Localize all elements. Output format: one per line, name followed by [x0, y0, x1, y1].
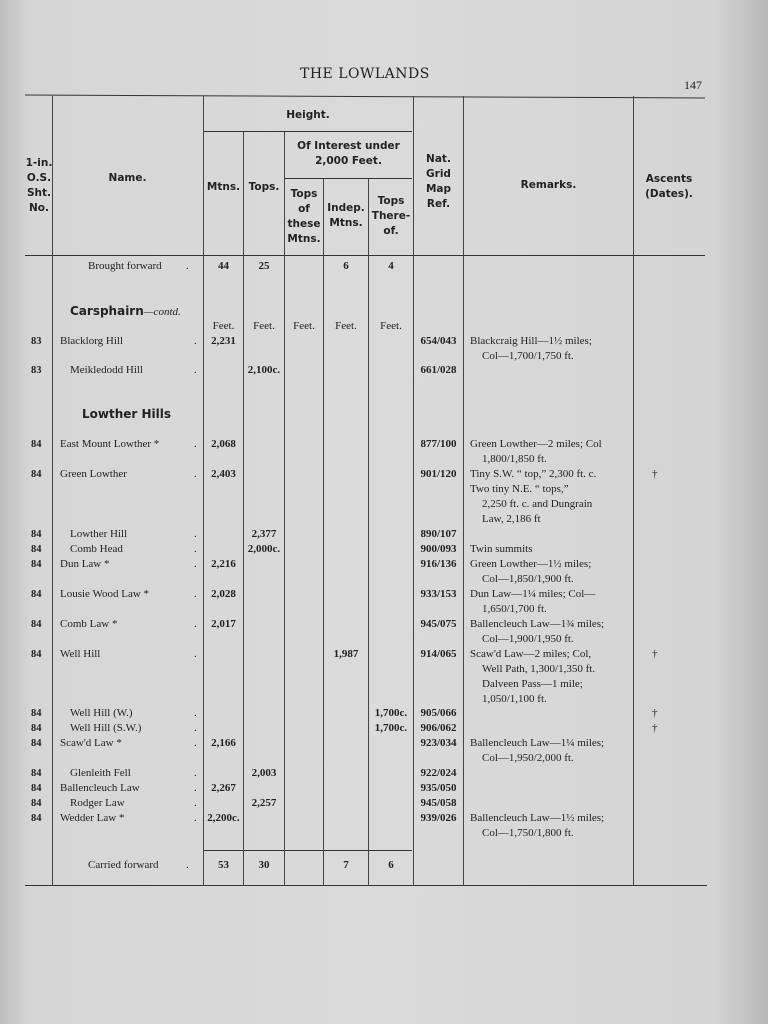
leader-dots: .	[194, 737, 197, 749]
header-line: these	[287, 218, 321, 230]
remarks-line: Green Lowther—1½ miles;	[470, 558, 592, 570]
remarks-line: Blackcraig Hill—1½ miles;	[470, 335, 592, 347]
grid-ref: 939/026	[420, 812, 457, 824]
units-label: Feet.	[335, 320, 357, 332]
hill-name: Blacklorg Hill	[60, 335, 124, 347]
header-grid-ref	[414, 152, 463, 212]
header-ascents	[634, 172, 704, 202]
height-mtns: 2,403	[211, 468, 236, 480]
grid-ref: 923/034	[420, 737, 457, 749]
header-line: Map	[425, 183, 452, 195]
section-suffix: —contd.	[143, 306, 181, 318]
grid-ref: 935/050	[420, 782, 457, 794]
height-tops: 2,003	[251, 767, 277, 779]
remarks-line: Ballencleuch Law—1¼ miles;	[470, 737, 605, 749]
header-line: Ref.	[426, 198, 451, 210]
brought_forward-mtns: 44	[218, 260, 229, 272]
sheet-number: 84	[31, 469, 42, 480]
brought_forward-label: Brought forward	[88, 260, 162, 272]
leader-dots: .	[194, 543, 197, 555]
sheet-number: 84	[31, 768, 42, 779]
leader-dots: .	[194, 648, 197, 660]
grid-ref: 890/107	[420, 528, 457, 540]
header-line: Mtns.	[329, 217, 363, 229]
units-label: Feet.	[212, 320, 235, 332]
brought_forward-indep: 6	[343, 260, 349, 272]
height-tops: 2,377	[251, 528, 277, 540]
hill-name: Well Hill	[60, 648, 101, 660]
sheet-number: 84	[31, 439, 42, 450]
sheet-number: 84	[31, 649, 42, 660]
remarks-line: Col—1,900/1,950 ft.	[482, 633, 574, 645]
leader-dots: .	[194, 618, 197, 630]
remarks	[470, 557, 628, 587]
remarks-line: 1,050/1,100 ft.	[482, 693, 547, 705]
column-divider	[633, 96, 634, 886]
remarks-line: Ballencleuch Law—1¾ miles;	[470, 618, 605, 630]
header-interest	[285, 139, 412, 169]
header-line: Nat.	[426, 153, 451, 165]
hill-name: Lousie Wood Law *	[60, 588, 150, 600]
leader-dots: .	[194, 588, 197, 600]
remarks-line: Green Lowther—2 miles; Col	[470, 438, 602, 450]
height-tops-thereof: 1,700c.	[374, 707, 408, 719]
leader-dots: .	[194, 528, 197, 540]
hill-name: Green Lowther	[60, 468, 127, 480]
section-heading	[82, 407, 171, 421]
hill-name: Well Hill (S.W.)	[70, 722, 142, 734]
sheet-number: 84	[31, 619, 42, 630]
height-mtns: 2,017	[211, 618, 236, 630]
remarks-line: Dalveen Pass—1 mile;	[482, 678, 583, 690]
remarks	[470, 647, 628, 707]
sheet-number: 83	[31, 365, 42, 376]
header-tops-these	[285, 187, 323, 247]
grid-ref: 654/043	[420, 335, 457, 347]
sheet-number: 83	[31, 336, 42, 347]
grid-ref: 905/066	[420, 707, 457, 719]
section-title: Lowther Hills	[82, 407, 172, 421]
leader-dots: .	[194, 468, 197, 480]
remarks	[470, 437, 628, 467]
column-divider	[368, 179, 369, 886]
remarks-line: Dun Law—1¼ miles; Col—	[470, 588, 596, 600]
running-head: THE LOWLANDS	[300, 66, 430, 82]
remarks	[470, 587, 628, 617]
hill-name: Dun Law *	[60, 558, 110, 570]
header-mtns: Mtns.	[206, 181, 241, 193]
grid-ref: 916/136	[420, 558, 457, 570]
column-divider	[203, 96, 204, 886]
column-divider	[463, 96, 464, 886]
hill-name: Scaw'd Law *	[60, 737, 122, 749]
height-tops-thereof: 1,700c.	[374, 722, 408, 734]
remarks-line: Scaw'd Law—2 miles; Col,	[470, 648, 592, 660]
ascent-mark: †	[652, 648, 658, 660]
leader-dots: .	[194, 558, 197, 570]
grid-ref: 906/062	[420, 722, 457, 734]
header-line: Grid	[426, 168, 451, 180]
height-mtns: 2,216	[211, 558, 236, 570]
remarks-line: Tiny S.W. “ top,” 2,300 ft. c.	[470, 468, 597, 480]
remarks-line: Col—1,950/2,000 ft.	[482, 752, 574, 764]
leader-dots: .	[194, 797, 197, 809]
section-heading	[70, 304, 181, 318]
leader-dots: .	[194, 812, 197, 824]
units-label: Feet.	[380, 320, 402, 332]
sheet-number: 84	[31, 559, 42, 570]
leader-dots: .	[194, 707, 197, 719]
column-divider	[323, 179, 324, 886]
hill-name: Glenleith Fell	[70, 767, 131, 779]
grid-ref: 900/093	[420, 543, 457, 555]
remarks-line: Law, 2,186 ft	[482, 513, 541, 525]
hill-name: East Mount Lowther *	[60, 438, 160, 450]
header-line: Mtns.	[287, 233, 321, 245]
header-line: There-	[371, 210, 411, 222]
header-tops: Tops.	[248, 181, 280, 193]
remarks-line: Col—1,700/1,750 ft.	[482, 350, 574, 362]
header-line: Tops	[377, 195, 405, 207]
carried_forward-indep: 7	[343, 859, 349, 871]
page-number: 147	[684, 78, 702, 92]
height-rule	[204, 131, 412, 132]
grid-ref: 901/120	[420, 468, 457, 480]
header-line: Tops	[290, 188, 318, 200]
hill-name: Lowther Hill	[70, 528, 128, 540]
leader-dots: .	[194, 335, 197, 347]
remarks	[470, 811, 628, 841]
grid-ref: 922/024	[420, 767, 457, 779]
leader-dots: .	[194, 722, 197, 734]
remarks-line: Col—1,750/1,800 ft.	[482, 827, 574, 839]
bottom-rule	[25, 885, 707, 886]
header-remarks: Remarks.	[520, 179, 577, 191]
hill-name: Comb Head	[70, 543, 123, 555]
header-line: (Dates).	[645, 188, 693, 200]
remarks-line: Twin summits	[470, 543, 533, 555]
remarks-line: Two tiny N.E. “ tops,”	[470, 483, 569, 495]
leader-dots: .	[194, 782, 197, 794]
header-name: Name.	[108, 172, 147, 184]
grid-ref: 933/153	[420, 588, 457, 600]
header-line: No.	[29, 202, 49, 214]
grid-ref: 877/100	[420, 438, 457, 450]
section-title: Carsphairn	[70, 304, 144, 318]
hill-name: Ballencleuch Law	[60, 782, 140, 794]
header-line: of	[298, 203, 310, 215]
height-mtns: 2,200c.	[207, 812, 240, 824]
header-line: Ascents	[645, 173, 693, 185]
hill-name: Well Hill (W.)	[70, 707, 133, 719]
sheet-number: 84	[31, 708, 42, 719]
header-line: O.S.	[26, 172, 52, 184]
hill-name: Comb Law *	[60, 618, 118, 630]
ascent-mark: †	[652, 722, 658, 734]
grid-ref: 945/058	[420, 797, 457, 809]
remarks	[470, 617, 628, 647]
height-mtns: 2,028	[211, 588, 236, 600]
height-mtns: 2,231	[211, 335, 236, 347]
remarks-line: 1,650/1,700 ft.	[482, 603, 547, 615]
hill-name: Rodger Law	[70, 797, 125, 809]
height-tops: 2,100c.	[247, 364, 281, 376]
header-indep	[324, 201, 368, 231]
remarks	[470, 334, 628, 364]
ascent-mark: †	[652, 707, 658, 719]
grid-ref: 914/065	[420, 648, 457, 660]
total-rule	[204, 850, 412, 851]
header-line: 1-in.	[25, 157, 53, 169]
height-tops: 2,000c.	[247, 543, 281, 555]
remarks	[470, 736, 628, 766]
header-line: Of Interest under	[297, 140, 400, 152]
height-mtns: 2,068	[211, 438, 236, 450]
carried_forward-tops: 30	[258, 859, 270, 871]
height-tops: 2,257	[251, 797, 277, 809]
header-line: of.	[383, 225, 399, 237]
carried_forward-dot: .	[186, 859, 189, 871]
top-rule	[25, 95, 705, 99]
sheet-number: 84	[31, 783, 42, 794]
leader-dots: .	[194, 364, 197, 376]
grid-ref: 945/075	[420, 618, 457, 630]
remarks-line: Well Path, 1,300/1,350 ft.	[482, 663, 596, 675]
leader-dots: .	[194, 767, 197, 779]
hill-name: Wedder Law *	[60, 812, 125, 824]
brought_forward-tops: 25	[258, 260, 270, 272]
height-mtns: 2,166	[211, 737, 236, 749]
height-indep: 1,987	[333, 648, 359, 660]
height-mtns: 2,267	[211, 782, 236, 794]
header-sheet-no	[22, 156, 56, 216]
units-label: Feet.	[293, 320, 315, 332]
sheet-number: 84	[31, 589, 42, 600]
sheet-number: 84	[31, 738, 42, 749]
sheet-number: 84	[31, 798, 42, 809]
carried_forward-mtns: 53	[218, 859, 229, 871]
sheet-number: 84	[31, 813, 42, 824]
units-label: Feet.	[253, 320, 275, 332]
header-height: Height.	[286, 109, 330, 121]
remarks	[470, 542, 628, 557]
grid-ref: 661/028	[420, 364, 457, 376]
header-tops-thereof	[369, 194, 413, 239]
brought_forward-dot: .	[186, 260, 189, 272]
remarks	[470, 467, 628, 527]
remarks-line: Col—1,850/1,900 ft.	[482, 573, 574, 585]
sheet-number: 84	[31, 723, 42, 734]
sheet-number: 84	[31, 544, 42, 555]
carried_forward-label: Carried forward	[88, 859, 159, 871]
brought_forward-tops-thereof: 4	[388, 260, 394, 272]
header-line: Sht.	[26, 187, 52, 199]
leader-dots: .	[194, 438, 197, 450]
interest-rule	[285, 178, 412, 179]
hill-name: Meikledodd Hill	[70, 364, 144, 376]
header-line: 2,000 Feet.	[315, 155, 382, 167]
remarks-line: 1,800/1,850 ft.	[482, 453, 547, 465]
header-line: Indep.	[327, 202, 365, 214]
ascent-mark: †	[652, 468, 658, 480]
header-rule	[25, 255, 705, 256]
remarks-line: 2,250 ft. c. and Dungrain	[482, 498, 593, 510]
sheet-number: 84	[31, 529, 42, 540]
remarks-line: Ballencleuch Law—1½ miles;	[470, 812, 605, 824]
carried_forward-tops-thereof: 6	[388, 859, 394, 871]
